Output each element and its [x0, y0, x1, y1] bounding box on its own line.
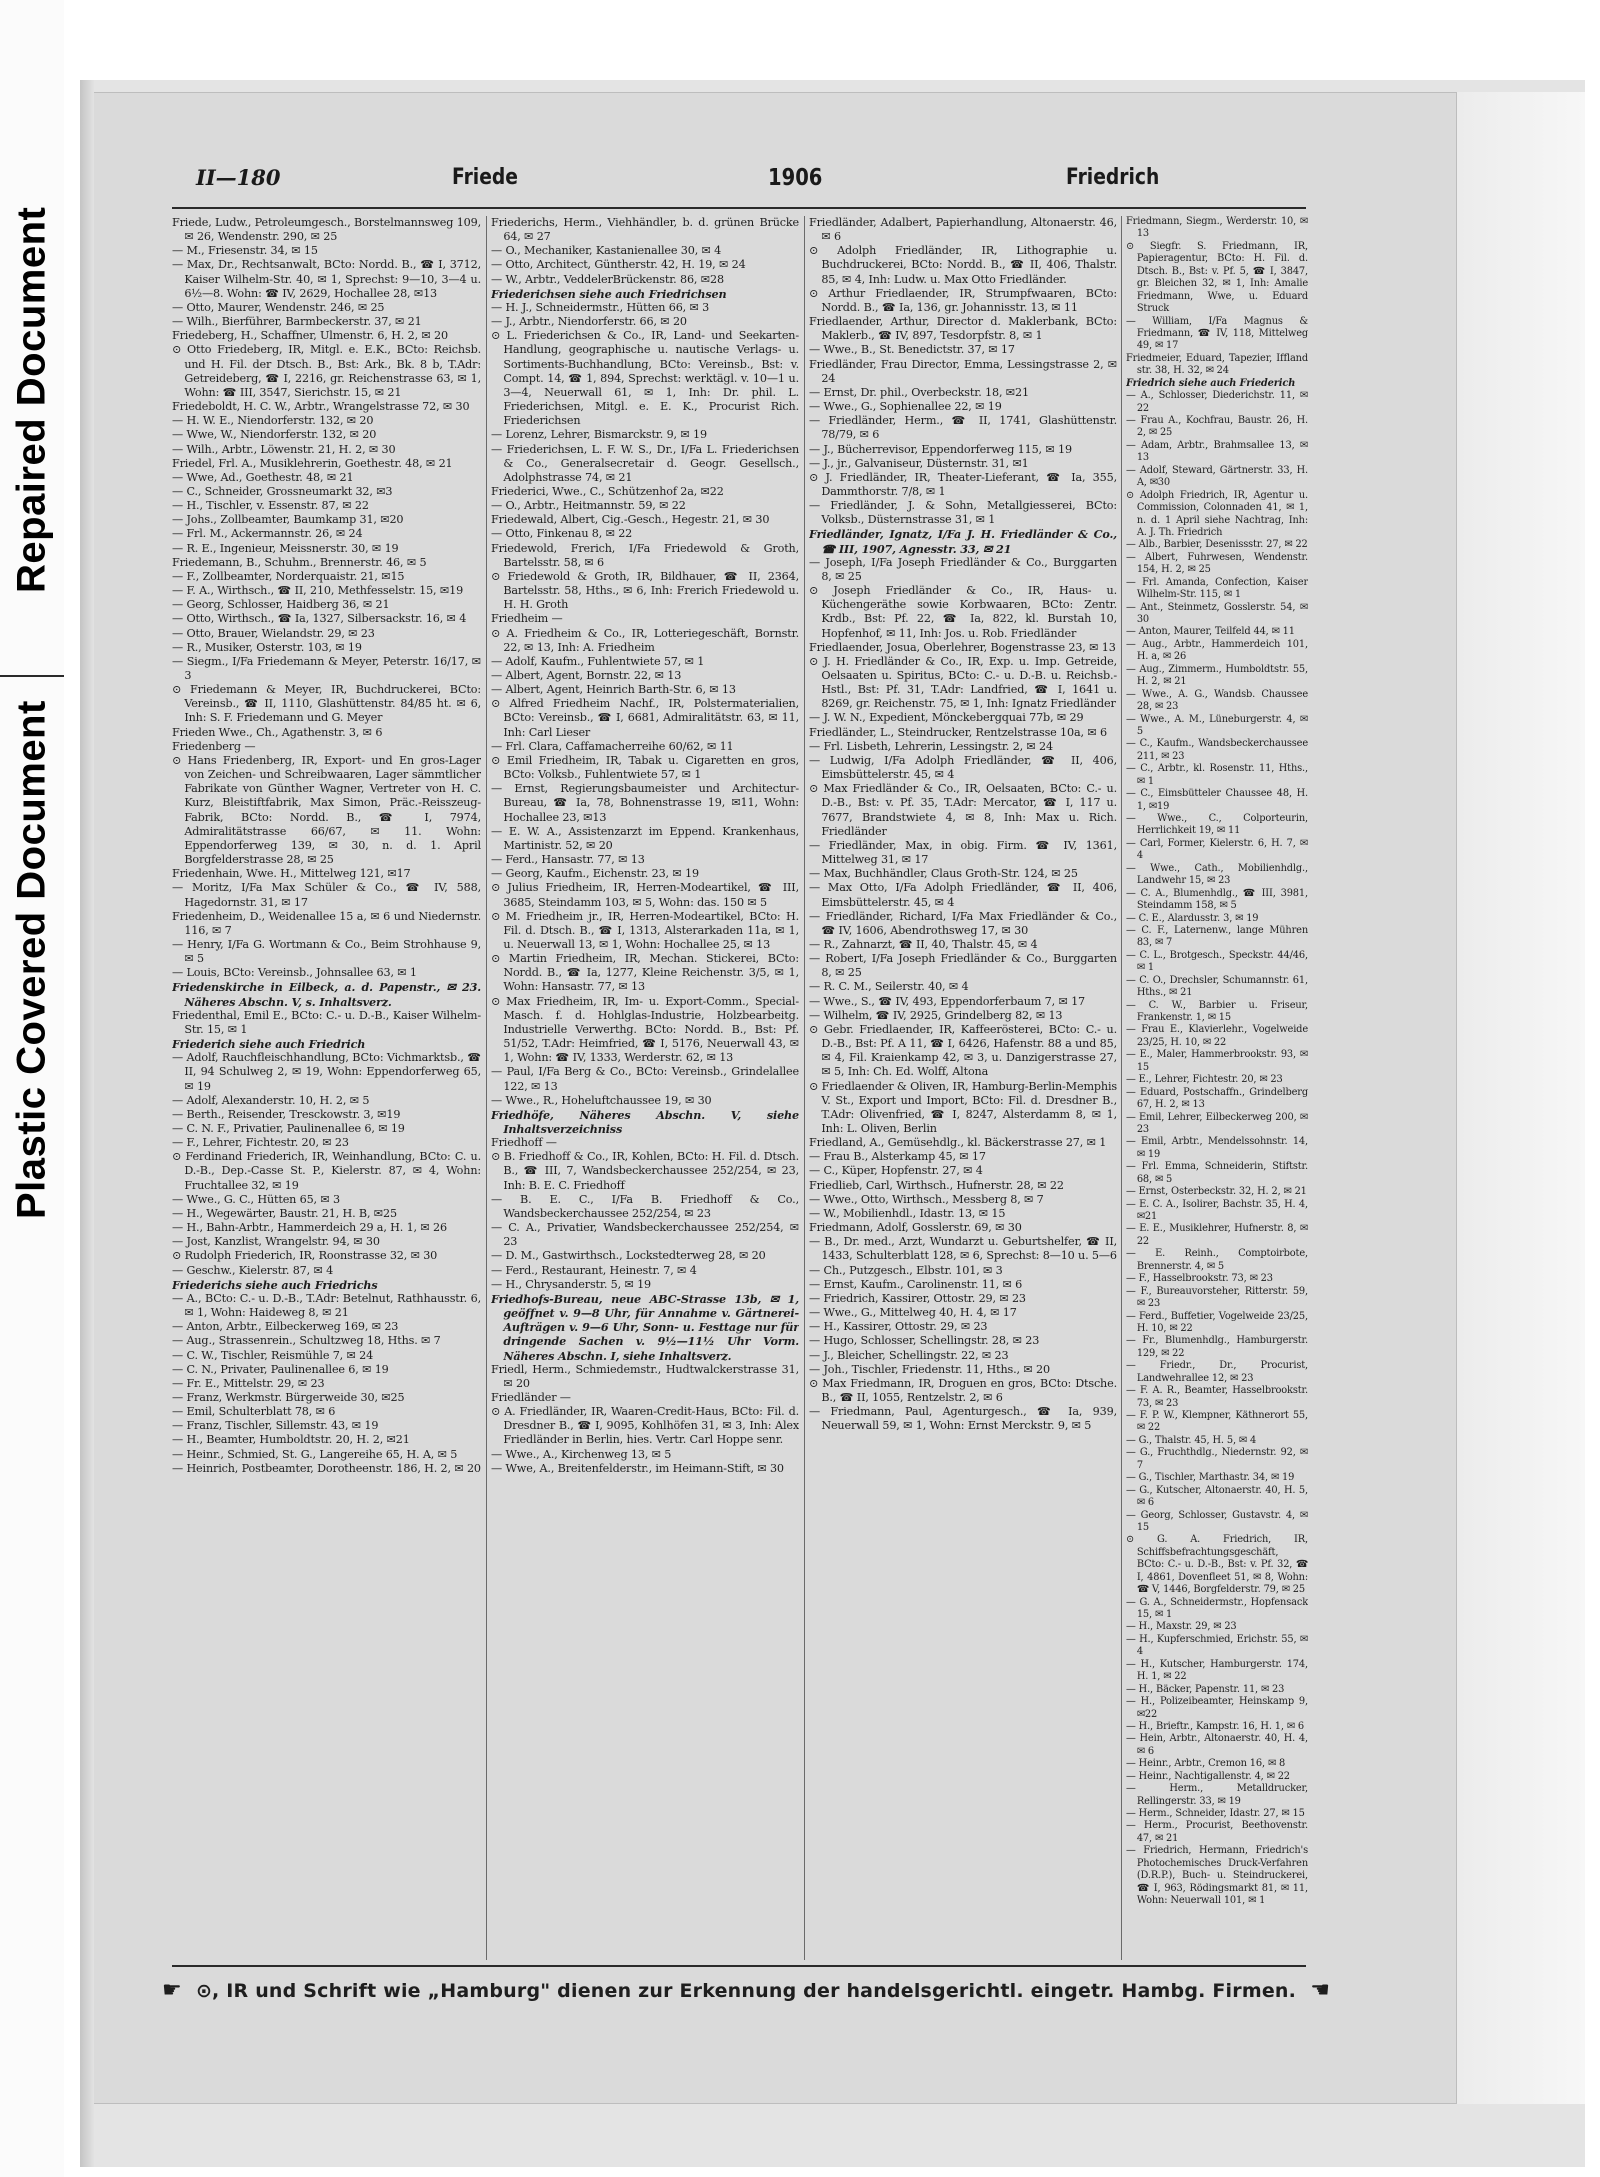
column-1 [172, 216, 481, 1960]
directory-entry: — B. E. C., I/Fa B. Friedhoff & Co., Wandsbeckerchaussee 252/254, ✉ 23 [491, 1192, 799, 1220]
directory-entry: — Hein, Arbtr., Altonaerstr. 40, H. 4, ✉ 6 [1126, 1733, 1308, 1757]
directory-entry: ⊙ Max Friedländer & Co., IR, Oelsaaten, BCto: C.- u. D.-B., Bst: v. Pf. 35, T.Adr: Mercator, ☎ I, 117 u. 7677, Brandstwiete 4, ✉ 8, Inh: Max u. Rich. Friedländer [809, 782, 1117, 838]
directory-entry: — Otto, Brauer, Wielandstr. 29, ✉ 23 [172, 626, 375, 640]
directory-entry: — H. W. E., Niendorferstr. 132, ✉ 20 [172, 414, 374, 428]
directory-entry: — Fr., Blumenhdlg., Hamburgerstr. 129, ✉ 22 [1126, 1335, 1308, 1359]
directory-entry: — R., Zahnarzt, ☎ II, 40, Thalstr. 45, ✉ 4 [809, 937, 1038, 951]
directory-entry: — C., Eimsbütteler Chaussee 48, H. 1, ✉19 [1126, 788, 1308, 812]
directory-entry: — Wwe., R., Hoheluftchaussee 19, ✉ 30 [491, 1093, 712, 1107]
directory-entry: — Friedr., Dr., Procurist, Landwehrallee 12, ✉ 23 [1126, 1360, 1308, 1384]
directory-entry: — J. W. N., Expedient, Mönckebergquai 77b, ✉ 29 [809, 711, 1084, 725]
directory-entry: — C., Kaufm., Wandsbeckerchaussee 211, ✉ 23 [1126, 738, 1308, 762]
directory-entry: — F. A., Wirthsch., ☎ II, 210, Methfesselstr. 15, ✉19 [172, 584, 464, 598]
directory-entry: Friedenberg — [172, 739, 256, 753]
directory-entry: — C. L., Brotgesch., Speckstr. 44/46, ✉ 1 [1126, 949, 1308, 974]
footer-text: ⊙, IR und Schrift wie „Hamburg" dienen zur Erkennung der handelsgerichtl. eingetr. Hambg. Firmen. [195, 1980, 1297, 2002]
directory-entry: — H., Beamter, Humboldtstr. 20, H. 2, ✉21 [172, 1433, 410, 1447]
directory-entry: — R. E., Ingenieur, Meissnerstr. 30, ✉ 19 [172, 541, 399, 555]
directory-entry: Friedeberg, H., Schaffner, Ulmenstr. 6, H. 2, ✉ 20 [172, 329, 448, 343]
directory-entry: — Max, Buchhändler, Claus Groth-Str. 124, ✉ 25 [809, 867, 1078, 881]
directory-entry: — Wwe, A., Breitenfelderstr., im Heimann-Stift, ✉ 30 [491, 1461, 784, 1475]
directory-entry: — Frau E., Klavierlehr., Vogelweide 23/25, H. 10, ✉ 22 [1126, 1024, 1308, 1048]
directory-entry: — Wwe., A. M., Lüneburgerstr. 4, ✉ 5 [1126, 713, 1308, 737]
directory-entry: Friederichs siehe auch Friedrichs [172, 1277, 378, 1292]
directory-entry: Friederich siehe auch Friedrich [172, 1037, 366, 1052]
directory-entry: — Carl, Former, Kielerstr. 6, H. 7, ✉ 4 [1126, 837, 1308, 862]
directory-entry: — Ferd., Restaurant, Heinestr. 7, ✉ 4 [491, 1263, 697, 1277]
directory-entry: — R. C. M., Seilerstr. 40, ✉ 4 [809, 980, 969, 994]
directory-entry: — Jost, Kanzlist, Wrangelstr. 94, ✉ 30 [172, 1235, 380, 1249]
directory-entry: — A., Schlosser, Diederichstr. 11, ✉ 22 [1126, 390, 1308, 414]
directory-entry: — Wilhelm, ☎ IV, 2925, Grindelberg 82, ✉ 13 [809, 1008, 1063, 1022]
directory-entry: Friedmann, Adolf, Gosslerstr. 69, ✉ 30 [809, 1221, 1022, 1235]
directory-entry: Friedewald, Albert, Cig.-Gesch., Hegestr. 21, ✉ 30 [491, 513, 770, 527]
directory-entry: ⊙ Joseph Friedländer & Co., IR, Haus- u. Küchengeräthe sowie Korbwaaren, BCto: Zentr. Krdb., Bst: Pf. 22, ☎ Ia, 822, kl. Burstah 10, Hopfenhof, ✉ 11, Inh: Jos. u. Rob. Friedländer [809, 584, 1117, 640]
directory-entry: — C., Arbtr., kl. Rosenstr. 11, Hths., ✉ 1 [1126, 763, 1308, 787]
directory-entry: ⊙ Alfred Friedheim Nachf., IR, Polstermaterialien, BCto: Vereinsb., ☎ I, 6681, Admiralitätstr. 63, ✉ 11, Inh: Carl Lieser [491, 697, 799, 739]
directory-entry: — F., Bureauvorsteher, Ritterstr. 59, ✉ 23 [1126, 1285, 1308, 1310]
directory-entry: ⊙ A. Friedheim & Co., IR, Lotteriegeschäft, Bornstr. 22, ✉ 13, Inh: A. Friedheim [491, 626, 799, 654]
directory-entry: — Ernst, Kaufm., Carolinenstr. 11, ✉ 6 [809, 1277, 1023, 1291]
directory-entry: — Emil, Arbtr., Mendelssohnstr. 14, ✉ 19 [1126, 1136, 1308, 1160]
directory-entry: — H., Maxstr. 29, ✉ 23 [1126, 1621, 1237, 1633]
directory-entry: — C. N., Privater, Paulinenallee 6, ✉ 19 [172, 1362, 389, 1376]
directory-entry: — Ch., Putzgesch., Elbstr. 101, ✉ 3 [809, 1263, 1003, 1277]
directory-entry: — Wwe, Ad., Goethestr. 48, ✉ 21 [172, 470, 354, 484]
directory-entry: — H., Tischler, v. Essenstr. 87, ✉ 22 [172, 499, 369, 513]
directory-entry: — Adolf, Alexanderstr. 10, H. 2, ✉ 5 [172, 1093, 370, 1107]
directory-entry: — Joseph, I/Fa Joseph Friedländer & Co., Burggarten 8, ✉ 25 [809, 555, 1117, 583]
directory-entry: — Wwe., S., ☎ IV, 493, Eppendorferbaum 7, ✉ 17 [809, 994, 1086, 1008]
directory-entry: — H., Polizeibeamter, Heinskamp 9, ✉22 [1126, 1696, 1308, 1720]
directory-entry: — F. P. W., Klempner, Käthnerort 55, ✉ 22 [1126, 1410, 1308, 1434]
directory-entry: — C. O., Drechsler, Schumannstr. 61, Hths., ✉ 21 [1126, 974, 1308, 999]
directory-entry: ⊙ A. Friedländer, IR, Waaren-Credit-Haus, BCto: Fil. d. Dresdner B., ☎ I, 9095, Kohlhöfen 31, ✉ 3, Inh: Alex Friedländer in Berlin, hies. Vertr. Carl Hoppe senr. [491, 1405, 799, 1447]
directory-entry: — J., Bücherrevisor, Eppendorferweg 115, ✉ 19 [809, 442, 1072, 456]
directory-entry: Friedmeier, Eduard, Tapezier, Iffland str. 38, H. 32, ✉ 24 [1126, 352, 1308, 377]
directory-entry: — Friedmann, Paul, Agenturgesch., ☎ Ia, 939, Neuerwall 59, ✉ 1, Wohn: Ernst Merckstr. 9, ✉ 5 [809, 1405, 1117, 1433]
directory-entry: — G. A., Schneidermstr., Hopfensack 15, ✉ 1 [1126, 1596, 1308, 1620]
directory-entry: — Georg, Schlosser, Haidberg 36, ✉ 21 [172, 598, 390, 612]
directory-entry: — H., Bahn-Arbtr., Hammerdeich 29 a, H. 1, ✉ 26 [172, 1221, 447, 1235]
directory-entry: — C. F., Laternenw., lange Mühren 83, ✉ 7 [1126, 924, 1308, 949]
directory-entry: ⊙ Max Friedheim, IR, Im- u. Export-Comm., Special-Masch. f. d. Hohlglas-Industrie, Holzbearbeitg. Industrielle Verwerthg. BCto: Nordd. B., Bst: Pf. 51/52, T.Adr: Heimfried, ☎ I, 5176, Neuerwall 43, ✉ 1, Wohn: ☎ IV, 1333, Werderstr. 62, ✉ 13 [491, 994, 799, 1065]
directory-entry: — Friederichsen, L. F. W. S., Dr., I/Fa L. Friederichsen & Co., Generalsecretair d. Geogr. Gesellsch., Adolphstrasse 74, ✉ 21 [491, 442, 799, 484]
directory-entry: — Paul, I/Fa Berg & Co., BCto: Vereinsb., Grindelallee 122, ✉ 13 [491, 1065, 799, 1093]
directory-entry: ⊙ Rudolph Friederich, IR, Roonstrasse 32, ✉ 30 [172, 1249, 438, 1263]
directory-entry: ⊙ Ferdinand Friederich, IR, Weinhandlung, BCto: C. u. D.-B., Dep.-Casse St. P., Kielerstr. 87, ✉ 4, Wohn: Fruchtallee 32, ✉ 19 [172, 1150, 481, 1192]
directory-entry: — H., Chrysanderstr. 5, ✉ 19 [491, 1277, 652, 1291]
directory-entry: — C. W., Barbier u. Friseur, Frankenstr. 1, ✉ 15 [1126, 999, 1308, 1023]
directory-entry: — Friedländer, Richard, I/Fa Max Friedländer & Co., ☎ IV, 1606, Abendrothsweg 17, ✉ 30 [809, 909, 1117, 937]
directory-entry: — Frl. Emma, Schneiderin, Stiftstr. 68, ✉ 5 [1126, 1161, 1308, 1185]
directory-entry: — Hugo, Schlosser, Schellingstr. 28, ✉ 23 [809, 1334, 1040, 1348]
directory-entry: Friedheim — [491, 612, 563, 626]
directory-entry: — E., Maler, Hammerbrookstr. 93, ✉ 15 [1126, 1049, 1308, 1073]
directory-entry: — Friedrich, Kassirer, Ottostr. 29, ✉ 23 [809, 1291, 1026, 1305]
directory-entry: — William, I/Fa Magnus & Friedmann, ☎ IV, 118, Mittelweg 49, ✉ 17 [1126, 315, 1308, 352]
directory-entry: — Wwe., C., Colporteurin, Herrlichkeit 19, ✉ 11 [1126, 813, 1308, 837]
directory-entry: — H., Bäcker, Papenstr. 11, ✉ 23 [1126, 1683, 1285, 1695]
directory-entry: — Ludwig, I/Fa Adolph Friedländer, ☎ II, 406, Eimsbüttelerstr. 45, ✉ 4 [809, 753, 1117, 782]
directory-entry: — J., jr., Galvaniseur, Düsternstr. 31, ✉1 [809, 456, 1029, 470]
directory-entry: Friedmann, Siegm., Werderstr. 10, ✉ 13 [1126, 216, 1308, 240]
directory-entry: — Ernst, Regierungsbaumeister und Architectur-Bureau, ☎ Ia, 78, Bohnenstrasse 19, ✉11, Wohn: Hochallee 23, ✉13 [491, 782, 799, 824]
directory-entry: Frieden Wwe., Ch., Agathenstr. 3, ✉ 6 [172, 725, 383, 739]
right-catchword: Friedrich [1066, 165, 1160, 190]
directory-entry: — E. C. A., Isolirer, Bachstr. 35, H. 4, ✉21 [1126, 1198, 1308, 1222]
column-3 [809, 216, 1117, 1960]
directory-entry: — G., Kutscher, Altonaerstr. 40, H. 5, ✉ 6 [1126, 1484, 1308, 1509]
directory-entry: — Herm., Schneider, Idastr. 27, ✉ 15 [1126, 1808, 1305, 1819]
directory-entry: Friedeboldt, H. C. W., Arbtr., Wrangelstrasse 72, ✉ 30 [172, 400, 470, 414]
column-divider [1121, 216, 1122, 1960]
directory-entry: — H., Wegewärter, Baustr. 21, H. B, ✉25 [172, 1206, 397, 1220]
directory-entry: — Albert, Agent, Heinrich Barth-Str. 6, ✉ 13 [491, 683, 736, 697]
directory-entry: — Frl. M., Ackermannstr. 26, ✉ 24 [172, 527, 363, 541]
directory-entry: — Joh., Tischler, Friedenstr. 11, Hths., ✉ 20 [809, 1362, 1050, 1376]
directory-entry: — Johs., Zollbeamter, Baumkamp 31, ✉20 [172, 513, 404, 527]
directory-entry: — Heinr., Schmied, St. G., Langereihe 65, H. A, ✉ 5 [172, 1447, 458, 1461]
directory-entry: — W., Mobilienhdl., Idastr. 13, ✉ 15 [809, 1206, 1006, 1220]
directory-entry: — Max Otto, I/Fa Adolph Friedländer, ☎ II, 406, Eimsbüttelerstr. 45, ✉ 4 [809, 881, 1117, 909]
directory-entry: — O., Mechaniker, Kastanienallee 30, ✉ 4 [491, 244, 722, 258]
directory-entry: — Heinrich, Postbeamter, Dorotheenstr. 186, H. 2, ✉ 20 [172, 1461, 481, 1475]
directory-entry: Friedenthal, Emil E., BCto: C.- u. D.-B., Kaiser Wilhelm-Str. 15, ✉ 1 [172, 1008, 481, 1036]
directory-entry: — G., Thalstr. 45, H. 5, ✉ 4 [1126, 1434, 1257, 1446]
directory-entry: ⊙ Gebr. Friedlaender, IR, Kaffeerösterei, BCto: C.- u. D.-B., Bst: Pf. A 11, ☎ I, 6426, Hafenstr. 88 a und 85, ✉ 4, Fil. Kraienkamp 42, ✉ 3, u. Danzigerstrasse 27, ✉ 5, Inh: Ch. Ed. Wolff, Altona [809, 1022, 1117, 1079]
header-rule [172, 207, 1306, 209]
directory-entry: — Wwe., Otto, Wirthsch., Messberg 8, ✉ 7 [809, 1192, 1044, 1206]
directory-entry: — F., Lehrer, Fichtestr. 20, ✉ 23 [172, 1136, 349, 1150]
directory-entry: — Robert, I/Fa Joseph Friedländer & Co., Burggarten 8, ✉ 25 [809, 952, 1117, 980]
directory-entry: Friedländer, Ignatz, I/Fa J. H. Friedländer & Co., ☎ III, 1907, Agnesstr. 33, ✉ 21 [809, 527, 1117, 556]
directory-entry: — Aug., Strassenrein., Schultzweg 18, Hths. ✉ 7 [172, 1334, 441, 1348]
directory-entry: — Georg, Schlosser, Gustavstr. 4, ✉ 15 [1126, 1509, 1308, 1533]
directory-entry: — Geschw., Kielerstr. 87, ✉ 4 [172, 1263, 334, 1277]
directory-entry: Friedenhain, Wwe. H., Mittelweg 121, ✉17 [172, 867, 411, 881]
directory-entry: — Wwe., G. C., Hütten 65, ✉ 3 [172, 1192, 340, 1206]
directory-entry: — C. A., Privatier, Wandsbeckerchaussee 252/254, ✉ 23 [491, 1221, 799, 1249]
directory-entry: — C. N. F., Privatier, Paulinenallee 6, ✉ 19 [172, 1122, 405, 1135]
directory-entry: — H. J., Schneidermstr., Hütten 66, ✉ 3 [491, 300, 710, 314]
pointing-hand-left-icon: ☛ [1310, 1978, 1330, 2003]
directory-entry: — Eduard, Postschaffn., Grindelberg 67, H. 2, ✉ 13 [1126, 1086, 1308, 1111]
directory-entry: — Wilh., Arbtr., Löwenstr. 21, H. 2, ✉ 30 [172, 442, 396, 456]
directory-entry: — W., Arbtr., VeddelerBrückenstr. 86, ✉28 [491, 272, 724, 286]
directory-entry: — C., Küper, Hopfenstr. 27, ✉ 4 [809, 1164, 983, 1178]
directory-entry: — G., Fruchthdlg., Niedernstr. 92, ✉ 7 [1126, 1447, 1308, 1471]
directory-entry: Friedenskirche in Eilbeck, a. d. Papenstr., ✉ 23. Näheres Abschn. V, s. Inhaltsverz. [172, 980, 481, 1009]
directory-entry: Friedrich siehe auch Friederich [1126, 377, 1296, 389]
directory-entry: ⊙ Friedemann & Meyer, IR, Buchdruckerei, BCto: Vereinsb., ☎ II, 1110, Glashüttenstr. 84/85 ht. ✉ 6, Inh: S. F. Friedemann und G. Meyer [172, 683, 481, 725]
directory-entry: ⊙ Adolph Friedrich, IR, Agentur u. Commission, Colonnaden 41, ✉ 1, n. d. 1 April siehe Nachtrag, Inh: A. J. Th. Friedrich [1126, 489, 1308, 538]
column-2 [491, 216, 799, 1960]
directory-entry: — Anton, Maurer, Teilfeld 44, ✉ 11 [1126, 626, 1295, 638]
directory-entry: Friedl, Herm., Schmiedemstr., Hudtwalckerstrasse 31, ✉ 20 [491, 1362, 799, 1390]
directory-entry: — O., Arbtr., Heitmannstr. 59, ✉ 22 [491, 499, 686, 513]
directory-entry: ⊙ Julius Friedheim, IR, Herren-Modeartikel, ☎ III, 3685, Steindamm 103, ✉ 5, Wohn: das. 150 ✉ 5 [491, 881, 799, 909]
directory-entry: — H., Kassirer, Ottostr. 29, ✉ 23 [809, 1320, 988, 1334]
directory-entry: — H., Kupferschmied, Erichstr. 55, ✉ 4 [1126, 1633, 1308, 1658]
directory-entry: ⊙ Max Friedmann, IR, Droguen en gros, BCto: Dtsche. B., ☎ II, 1055, Rentzelstr. 2, ✉ 6 [809, 1376, 1117, 1404]
directory-entry: Friedhoff — [491, 1136, 557, 1150]
directory-entry: — Frau A., Kochfrau, Baustr. 26, H. 2, ✉ 25 [1126, 415, 1308, 439]
directory-entry: — Ernst, Dr. phil., Overbeckstr. 18, ✉21 [809, 385, 1029, 399]
directory-entry: — Alb., Barbier, Desenissstr. 27, ✉ 22 [1126, 539, 1308, 551]
directory-entry: — C., Schneider, Grossneumarkt 32, ✉3 [172, 484, 393, 498]
directory-entry: ⊙ Friedewold & Groth, IR, Bildhauer, ☎ II, 2364, Bartelsstr. 58, Hths., ✉ 6, Inh: Frerich Friedewold u. H. H. Groth [491, 569, 799, 612]
directory-entry: — Otto, Architect, Güntherstr. 42, H. 19, ✉ 24 [491, 258, 746, 272]
directory-entry: — G., Tischler, Marthastr. 34, ✉ 19 [1126, 1472, 1295, 1484]
directory-entry: ⊙ Friedlaender & Oliven, IR, Hamburg-Berlin-Memphis V. St., Export und Import, BCto: Fil. d. Dresdner B., T.Adr: Olivenfried, ☎ I, 8247, Alsterdamm 8, ✉ 1, Inh: L. Oliven, Berlin [809, 1079, 1117, 1135]
directory-entry: — Henry, I/Fa G. Wortmann & Co., Beim Strohhause 9, ✉ 5 [172, 937, 481, 966]
directory-entry: — Ernst, Osterbeckstr. 32, H. 2, ✉ 21 [1126, 1186, 1307, 1198]
footer-rule [172, 1965, 1306, 1967]
directory-entry: — Otto, Finkenau 8, ✉ 22 [491, 527, 633, 541]
directory-entry: — Friedländer, Herm., ☎ II, 1741, Glashüttenstr. 78/79, ✉ 6 [809, 414, 1117, 442]
directory-entry: — M., Friesenstr. 34, ✉ 15 [172, 244, 318, 258]
directory-entry: — Lorenz, Lehrer, Bismarckstr. 9, ✉ 19 [491, 428, 707, 442]
directory-entry: — E. W. A., Assistenzarzt im Eppend. Krankenhaus, Martinistr. 52, ✉ 20 [491, 824, 799, 852]
directory-entry: Friedhöfe, Näheres Abschn. V, siehe Inhaltsverzeichniss [491, 1107, 799, 1136]
pointing-hand-right-icon: ☛ [162, 1978, 182, 2003]
directory-entry: — B., Dr. med., Arzt, Wundarzt u. Geburtshelfer, ☎ II, 1433, Schulterblatt 128, ✉ 6, Sprechst: 8—10 u. 5—6 [809, 1235, 1117, 1263]
directory-entry: — Moritz, I/Fa Max Schüler & Co., ☎ IV, 588, Hagedornstr. 31, ✉ 17 [172, 881, 481, 909]
directory-entry: — Herm., Procurist, Beethovenstr. 47, ✉ 21 [1126, 1820, 1308, 1844]
directory-entry: Friedlaender, Josua, Oberlehrer, Bogenstrasse 23, ✉ 13 [809, 640, 1116, 654]
year: 1906 [768, 165, 823, 191]
page-edge [1457, 92, 1585, 2104]
directory-entry: — Frau B., Alsterkamp 45, ✉ 17 [809, 1150, 986, 1164]
directory-entry: — Heinr., Nachtigallenstr. 4, ✉ 22 [1126, 1770, 1290, 1782]
directory-entry: — Wilh., Bierführer, Barmbeckerstr. 37, ✉ 21 [172, 315, 422, 329]
plastic-covered-label: Plastic Covered Document [9, 700, 54, 1220]
directory-entry: Friederichsen siehe auch Friedrichsen [491, 286, 727, 301]
directory-entry: — R., Musiker, Osterstr. 103, ✉ 19 [172, 640, 362, 654]
directory-entry: ⊙ Otto Friedeberg, IR, Mitgl. e. E.K., BCto: Reichsb. und H. Fil. der Dtsch. B., Bst: Ark., Bk. 8 b, T.Adr: Getreideberg, ☎ I, 2216, gr. Reichenstrasse 63, ✉ 1, Wohn: ☎ III, 3547, Sierichstr. 15, ✉ 21 [172, 343, 481, 399]
directory-entry: ⊙ Emil Friedheim, IR, Tabak u. Cigaretten en gros, BCto: Volksb., Fuhlentwiete 57, ✉ 1 [491, 753, 799, 782]
directory-entry: — C. E., Alardusstr. 3, ✉ 19 [1126, 912, 1259, 924]
directory-entry: — Albert, Agent, Bornstr. 22, ✉ 13 [491, 669, 682, 682]
directory-entry: — Adolf, Kaufm., Fuhlentwiete 57, ✉ 1 [491, 654, 705, 668]
directory-entry: Friedlieb, Carl, Wirthsch., Hufnerstr. 28, ✉ 22 [809, 1178, 1064, 1192]
directory-entry: ⊙ M. Friedheim jr., IR, Herren-Modeartikel, BCto: H. Fil. d. Dtsch. B., ☎ I, 1313, Alsterarkaden 11a, ✉ 1, u. Neuerwall 13, ✉ 1, Wohn: Hochallee 25, ✉ 13 [491, 909, 799, 951]
directory-entry: — Wwe., A. G., Wandsb. Chaussee 28, ✉ 23 [1126, 688, 1308, 713]
directory-entry: — J., Arbtr., Niendorferstr. 66, ✉ 20 [491, 315, 687, 329]
directory-entry: — Friedländer, Max, in obig. Firm. ☎ IV, 1361, Mittelweg 31, ✉ 17 [809, 838, 1117, 867]
directory-entry: — Wwe., G., Mittelweg 40, H. 4, ✉ 17 [809, 1306, 1017, 1320]
directory-entry: — H., Kutscher, Hamburgerstr. 174, H. 1, ✉ 22 [1126, 1658, 1308, 1683]
directory-entry: — Ferd., Hansastr. 77, ✉ 13 [491, 853, 645, 867]
left-catchword: Friede [452, 165, 518, 190]
directory-entry: — Fr. E., Mittelstr. 29, ✉ 23 [172, 1376, 325, 1390]
directory-entry: — J., Bleicher, Schellingstr. 22, ✉ 23 [809, 1348, 1009, 1362]
directory-entry: — Otto, Maurer, Wendenstr. 246, ✉ 25 [172, 300, 385, 314]
directory-entry: — F., Hasselbrookstr. 73, ✉ 23 [1126, 1273, 1273, 1285]
directory-entry: — Wwe., G., Sophienallee 22, ✉ 19 [809, 400, 1002, 414]
directory-entry: Friedemann, B., Schuhm., Brennerstr. 46, ✉ 5 [172, 555, 427, 569]
directory-entry: — Adolf, Rauchfleischhandlung, BCto: Vichmarktsb., ☎ II, 94 Schulweg 2, ✉ 19, Wohn: Eppendorferweg 65, ✉ 19 [172, 1051, 481, 1093]
directory-entry: ⊙ B. Friedhoff & Co., IR, Kohlen, BCto: H. Fil. d. Dtsch. B., ☎ III, 7, Wandsbeckerchaussee 252/254, ✉ 23, Inh: B. E. C. Friedhoff [491, 1150, 799, 1192]
directory-entry: — F. A. R., Beamter, Hasselbrookstr. 73, ✉ 23 [1126, 1385, 1308, 1409]
directory-entry: — Adam, Arbtr., Brahmsallee 13, ✉ 13 [1126, 439, 1308, 464]
directory-entry: — Adolf, Steward, Gärtnerstr. 33, H. A, ✉30 [1126, 464, 1308, 489]
directory-entry: — Friedländer, J. & Sohn, Metallgiesserei, BCto: Volksb., Düsternstrasse 31, ✉ 1 [809, 499, 1117, 527]
footer-note [162, 1976, 1330, 2006]
directory-entry: — C. A., Blumenhdlg., ☎ III, 3981, Steindamm 158, ✉ 5 [1126, 887, 1308, 912]
directory-entry: Friederichs, Herm., Viehhändler, b. d. grünen Brücke 64, ✉ 27 [491, 216, 799, 244]
directory-entry: ⊙ G. A. Friedrich, IR, Schiffsbefrachtungsgeschäft, BCto: C.- u. D.-B., Bst: v. Pf. 32, ☎ I, 4861, Dovenfleet 51, ✉ 8, Wohn: ☎ V, 1446, Borgfelderstr. 79, ✉ 25 [1126, 1534, 1308, 1596]
directory-entry: — Wwe, W., Niendorferstr. 132, ✉ 20 [172, 428, 377, 442]
directory-entry: — E., Lehrer, Fichtestr. 20, ✉ 23 [1126, 1074, 1283, 1086]
directory-entry: — Berth., Reisender, Tresckowstr. 3, ✉19 [172, 1107, 401, 1121]
directory-entry: ⊙ Siegfr. S. Friedmann, IR, Papieragentur, BCto: H. Fil. d. Dtsch. B., Bst: v. Pf. 5, ☎ I, 3847, gr. Bleichen 32, ✉ 1, Inh: Amalie Friedmann, Wwe, u. Eduard Struck [1126, 240, 1308, 315]
directory-entry: Friedland, A., Gemüsehdlg., kl. Bäckerstrasse 27, ✉ 1 [809, 1136, 1107, 1150]
directory-entry: — Frl. Amanda, Confection, Kaiser Wilhelm-Str. 115, ✉ 1 [1126, 576, 1308, 601]
directory-entry: — C. W., Tischler, Reismühle 7, ✉ 24 [172, 1348, 374, 1362]
column-4 [1126, 216, 1308, 1960]
directory-entry: — Albert, Fuhrwesen, Wendenstr. 154, H. 2, ✉ 25 [1126, 551, 1308, 576]
directory-entry: ⊙ L. Friederichsen & Co., IR, Land- und Seekarten-Handlung, geographische u. nautische Verlags- u. Sortiments-Buchhandlung, BCto: Vereinsb., Bst: v. Compt. 14, ☎ 1, 894, Sprechst: werktägl. v. 10—1 u. 3—4, Neuerwall 61, ✉ 1, Inh: Dr. phil. L. Friederichsen, Mitgl. e. E. K., Procurist Rich. Friederichsen [491, 329, 799, 428]
directory-entry: — Herm., Metalldrucker, Rellingerstr. 33, ✉ 19 [1126, 1783, 1308, 1807]
directory-entry: — Louis, BCto: Vereinsb., Johnsallee 63, ✉ 1 [172, 966, 417, 980]
directory-entry: — Anton, Arbtr., Eilbeckerweg 169, ✉ 23 [172, 1320, 399, 1334]
directory-entry: ⊙ Hans Friedenberg, IR, Export- und En gros-Lager von Zeichen- und Schreibwaaren, Lager sämmtlicher Fabrikate von Günther Wagner, Vertreter von H. C. Kurz, Bleistiftfabrik, Max Simon, Präc.-Reisszeug-Fabrik, BCto: Nordd. B., ☎ I, 7974, Admiralitätstrasse 66/67, ✉ 11. Wohn: Eppendorferweg 139, ✉ 30, n. d. 1. April Borgfelderstrasse 28, ✉ 25 [172, 753, 481, 867]
directory-entry: ⊙ Martin Friedheim, IR, Mechan. Stickerei, BCto: Nordd. B., ☎ Ia, 1277, Kleine Reichenstr. 3/5, ✉ 1, Wohn: Hansastr. 77, ✉ 13 [491, 952, 799, 994]
directory-entry: Friederici, Wwe., C., Schützenhof 2a, ✉22 [491, 484, 724, 498]
directory-entry: — Max, Dr., Rechtsanwalt, BCto: Nordd. B., ☎ I, 3712, Kaiser Wilhelm-Str. 40, ✉ 1, Sprechst: 9—10, 3—4 u. 6½—8. Wohn: ☎ IV, 2629, Hochallee 28, ✉13 [172, 258, 481, 300]
directory-entry: — Frl. Clara, Caffamacherreihe 60/62, ✉ 11 [491, 739, 734, 753]
repaired-document-label: Repaired Document [9, 206, 54, 594]
directory-entry: — Frl. Lisbeth, Lehrerin, Lessingstr. 2, ✉ 24 [809, 739, 1053, 753]
directory-entry: Friedhofs-Bureau, neue ABC-Strasse 13b, ✉ 1, geöffnet v. 9—8 Uhr, für Annahme v. Gärtnerei-Aufträgen v. 9—6 Uhr, Sonn- u. Festtage nur für dringende Sachen v. 9½—11½ Uhr Vorm. Näheres Abschn. I, siehe Inhaltsverz. [491, 1291, 799, 1363]
directory-entry: Friedländer, Adalbert, Papierhandlung, Altonaerstr. 46, ✉ 6 [809, 216, 1117, 244]
directory-entry: — Wwe., Cath., Mobilienhdlg., Landwehr 15, ✉ 23 [1126, 862, 1308, 887]
directory-entry: — H., Brieftr., Kampstr. 16, H. 1, ✉ 6 [1126, 1720, 1305, 1732]
directory-entry: — Aug., Arbtr., Hammerdeich 101, H. a, ✉ 26 [1126, 638, 1308, 663]
directory-entry: — Franz, Werkmstr. Bürgerweide 30, ✉25 [172, 1390, 405, 1404]
directory-entry: Friedländer, L., Steindrucker, Rentzelstrasse 10a, ✉ 6 [809, 725, 1107, 739]
directory-entry: Friedlaender, Arthur, Director d. Maklerbank, BCto: Maklerb., ☎ IV, 897, Tesdorpfstr. 8, ✉ 1 [809, 315, 1117, 343]
directory-entry: Friedländer — [491, 1390, 571, 1404]
directory-entry: — Wwe., B., St. Benedictstr. 37, ✉ 17 [809, 343, 1015, 357]
directory-entry: — Wwe., A., Kirchenweg 13, ✉ 5 [491, 1447, 672, 1461]
column-divider [804, 216, 805, 1960]
directory-entry: Friedländer, Frau Director, Emma, Lessingstrasse 2, ✉ 24 [809, 357, 1117, 385]
directory-entry: Friedewold, Frerich, I/Fa Friedewold & Groth, Bartelsstr. 58, ✉ 6 [491, 541, 799, 569]
label-divider [0, 675, 64, 677]
directory-entry: — Franz, Tischler, Sillemstr. 43, ✉ 19 [172, 1419, 379, 1433]
directory-entry: Friede, Ludw., Petroleumgesch., Borstelmannsweg 109, ✉ 26, Wendenstr. 290, ✉ 25 [172, 216, 481, 244]
directory-entry: — Ferd., Buffetier, Vogelweide 23/25, H. 10, ✉ 22 [1126, 1310, 1308, 1334]
directory-entry: — Friedrich, Hermann, Friedrich's Photochemisches Druck-Verfahren (D.R.P.), Buch- u. Steindruckerei, ☎ I, 963, Rödingsmarkt 81, ✉ 11, Wohn: Neuerwall 101, ✉ 1 [1126, 1845, 1308, 1907]
directory-entry: Friedel, Frl. A., Musiklehrerin, Goethestr. 48, ✉ 21 [172, 456, 453, 470]
directory-entry: — E. E., Musiklehrer, Hufnerstr. 8, ✉ 22 [1126, 1223, 1308, 1247]
directory-entry: ⊙ J. Friedländer, IR, Theater-Lieferant, ☎ Ia, 355, Dammthorstr. 7/8, ✉ 1 [809, 470, 1117, 498]
directory-entry: — Aug., Zimmerm., Humboldtstr. 55, H. 2, ✉ 21 [1126, 663, 1308, 688]
edge-strip [0, 0, 64, 2177]
directory-entry: — Emil, Schulterblatt 78, ✉ 6 [172, 1405, 336, 1419]
directory-entry: — Emil, Lehrer, Eilbeckerweg 200, ✉ 23 [1126, 1111, 1308, 1135]
directory-entry: ⊙ Adolph Friedländer, IR, Lithographie u. Buchdruckerei, BCto: Nordd. B., ☎ II, 406, Thalstr. 85, ✉ 4, Inh: Ludw. u. Max Otto Friedländer. [809, 244, 1117, 286]
directory-entry: — Ant., Steinmetz, Gosslerstr. 54, ✉ 30 [1126, 601, 1308, 625]
column-divider [486, 216, 487, 1960]
directory-entry: — Siegm., I/Fa Friedemann & Meyer, Peterstr. 16/17, ✉ 3 [172, 654, 481, 682]
directory-entry: — Heinr., Arbtr., Cremon 16, ✉ 8 [1126, 1758, 1286, 1770]
directory-entry: — D. M., Gastwirthsch., Lockstedterweg 28, ✉ 20 [491, 1249, 766, 1263]
directory-entry: — Otto, Wirthsch., ☎ Ia, 1327, Silbersackstr. 16, ✉ 4 [172, 612, 467, 626]
directory-entry: — Georg, Kaufm., Eichenstr. 23, ✉ 19 [491, 867, 699, 881]
directory-entry: Friedenheim, D., Weidenallee 15 a, ✉ 6 und Niedernstr. 116, ✉ 7 [172, 909, 481, 937]
directory-entry: — E. Reinh., Comptoirbote, Brennerstr. 4, ✉ 5 [1126, 1248, 1308, 1272]
directory-entry: ⊙ Arthur Friedlaender, IR, Strumpfwaaren, BCto: Nordd. B., ☎ Ia, 136, gr. Johannisstr. 13, ✉ 11 [809, 286, 1117, 314]
binding-edge [80, 80, 94, 2167]
directory-entry: ⊙ J. H. Friedländer & Co., IR, Exp. u. Imp. Getreide, Oelsaaten u. Spiritus, BCto: C.- u. D.-B. u. Reichsb.-Hstl., Bst: Pf. 31, T.Adr: Landfried, ☎ I, 1641 u. 8269, gr. Reichenstr. 75, ✉ 1, Inh: Ignatz Friedländer [809, 654, 1117, 711]
directory-entry: — F., Zollbeamter, Norderquaistr. 21, ✉15 [172, 569, 405, 583]
directory-entry: — A., BCto: C.- u. D.-B., T.Adr: Betelnut, Rathhausstr. 6, ✉ 1, Wohn: Haideweg 8, ✉ 21 [172, 1291, 481, 1320]
page-folio: II—180 [196, 165, 281, 190]
